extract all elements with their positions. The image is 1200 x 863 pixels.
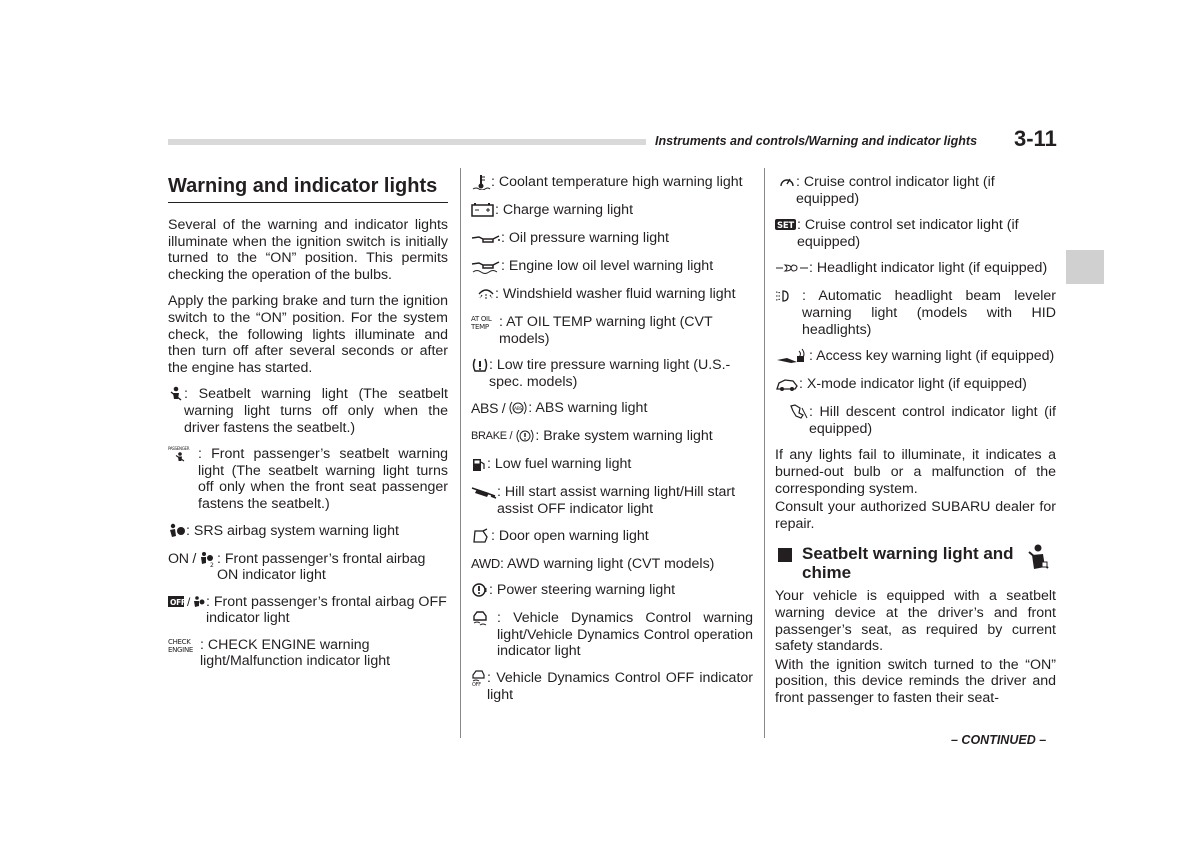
running-header-title: Instruments and controls/Warning and indicator lights	[655, 134, 978, 148]
subsection-heading	[775, 544, 1056, 582]
hill-descent-control-icon	[775, 404, 809, 437]
list-item: : Automatic headlight beam leveler warning light (models with HID headlights)	[775, 288, 1056, 338]
list-item: : Coolant temperature high warning light	[471, 174, 753, 192]
column-3	[775, 174, 1056, 716]
airbag-on-prefix: ON /	[168, 550, 196, 567]
power-steering-icon	[471, 582, 489, 600]
list-item: : Hill descent control indicator light (if equipped)	[775, 404, 1056, 437]
list-item: : X-mode indicator light (if equipped)	[775, 376, 1056, 394]
list-item: AWD : AWD warning light (CVT models)	[471, 555, 715, 572]
list-item: CHECK ENGINE : CHECK ENGINE warning light/Malfunction indicator light	[168, 636, 391, 670]
oil-pressure-icon	[471, 230, 501, 248]
srs-airbag-icon	[168, 523, 186, 541]
list-item: : Low tire pressure warning light (U.S.- spec. models)	[471, 357, 753, 390]
seatbelt-warning-icon	[168, 386, 184, 436]
headlight-indicator-icon	[775, 260, 809, 278]
seatbelt-device-paragraph: Your vehicle is equipped with a seatbelt warning device at the driver’s and front passenger’s seat, as required by current safety standards.	[775, 588, 1056, 655]
list-item: : Door open warning light	[471, 528, 753, 546]
svg-text:/: /	[187, 594, 191, 609]
at-oil-temp-icon	[471, 314, 499, 347]
column-1	[168, 174, 448, 680]
coolant-temperature-icon	[471, 174, 491, 192]
vdc-off-icon	[471, 670, 487, 703]
list-item: OFF : Vehicle Dynamics Control OFF indicator light	[472, 669, 753, 703]
column-divider-1	[460, 168, 461, 738]
list-item: : Hill start assist warning light/Hill start assist OFF indicator light	[471, 484, 753, 517]
column-divider-2	[764, 168, 765, 738]
heading-square-icon	[778, 548, 792, 562]
svg-text:AT OIL: AT OIL	[471, 315, 492, 323]
section-title: Warning and indicator lights	[168, 174, 448, 203]
list-item: : SRS airbag system warning light	[168, 523, 448, 541]
x-mode-icon	[775, 376, 799, 394]
battery-charge-icon	[471, 202, 495, 220]
fuel-pump-icon	[471, 456, 487, 474]
passenger-seatbelt-icon	[168, 446, 198, 512]
fail-paragraph: If any lights fail to illuminate, it indicates a burned-out bulb or a malfunction of the corresponding system.	[775, 447, 1056, 497]
list-item: : Windshield washer fluid warning light	[471, 286, 753, 304]
header-rule	[168, 139, 646, 145]
svg-text:2: 2	[209, 561, 214, 567]
system-check-paragraph: Apply the parking brake and turn the ignition switch to the “ON” position. For the system check, the following lights illuminate and then turn off after several seconds or after the engine has started.	[168, 293, 448, 376]
list-item: : Access key warning light (if equipped)	[775, 348, 1056, 366]
cruise-set-icon	[775, 217, 797, 250]
abs-circle-icon	[508, 400, 528, 418]
brake-circle-icon	[515, 428, 535, 446]
column-2	[471, 174, 753, 713]
awd-prefix: AWD	[471, 555, 500, 571]
seatbelt-large-icon	[1026, 544, 1052, 577]
low-tire-pressure-icon	[471, 357, 489, 390]
list-item: SET : Cruise control set indicator light (if equipped)	[777, 217, 1019, 250]
subsection-title: Seatbelt warning light and chime	[802, 544, 1014, 583]
list-item: : Headlight indicator light (if equipped)	[775, 260, 1056, 278]
list-item: : Oil pressure warning light	[471, 230, 753, 248]
access-key-icon	[775, 348, 809, 366]
vdc-warning-icon	[471, 610, 497, 660]
list-item: AT OIL TEMP : AT OIL TEMP warning light (CVT models)	[471, 314, 713, 347]
intro-paragraph: Several of the warning and indicator lights illuminate when the ignition switch is initially turned to the “ON” position. This permits checking the operation of the bulbs.	[168, 217, 448, 283]
ignition-reminder-paragraph: With the ignition switch turned to the “ON” position, this device reminds the driver and front passenger to fasten their seat-	[775, 656, 1056, 706]
svg-text:SET: SET	[777, 221, 794, 232]
passenger-airbag-off-icon	[168, 594, 206, 627]
check-engine-icon	[168, 637, 200, 670]
brake-prefix: BRAKE /	[471, 430, 513, 443]
list-item: : Engine low oil level warning light	[471, 258, 753, 276]
list-item: ON / 2 : Front passenger’s frontal airbag ON indicator light	[168, 550, 426, 584]
list-item: : Power steering warning light	[471, 582, 753, 600]
list-item: : Cruise control indicator light (if equipped)	[775, 174, 1056, 207]
headlight-beam-leveler-icon	[775, 288, 802, 338]
svg-text:ABS: ABS	[514, 407, 523, 413]
list-item: : Vehicle Dynamics Control warning light/Vehicle Dynamics Control operation indicator light	[471, 610, 753, 660]
engine-low-oil-level-icon	[471, 258, 501, 276]
svg-text:PASSENGER: PASSENGER	[168, 446, 190, 452]
svg-text:OFF: OFF	[170, 597, 186, 607]
svg-text:CHECK: CHECK	[168, 637, 191, 646]
hill-start-assist-icon	[471, 484, 497, 517]
list-item: : Seatbelt warning light (The seatbelt warning light turns off only when the driver fastens the seatbelt.)	[168, 386, 448, 436]
chapter-side-tab	[1066, 250, 1104, 284]
passenger-airbag-on-icon	[199, 551, 217, 584]
svg-text:OFF: OFF	[472, 681, 481, 686]
list-item: BRAKE / : Brake system warning light	[471, 428, 713, 445]
consult-paragraph: Consult your authorized SUBARU dealer for repair.	[775, 499, 1056, 532]
list-item: PASSENGER : Front passenger’s seatbelt warning light (The seatbelt warning light turns off only when the front seat passenger fastens the seatbelt.)	[168, 446, 448, 512]
svg-text:ENGINE: ENGINE	[168, 645, 194, 653]
washer-fluid-icon	[477, 286, 495, 304]
door-open-icon	[471, 528, 491, 546]
list-item: OFF / : Front passenger’s frontal airbag OFF indicator light	[170, 593, 447, 627]
list-item: : Charge warning light	[471, 202, 753, 220]
svg-text:TEMP: TEMP	[471, 323, 489, 330]
list-item: : Low fuel warning light	[471, 456, 753, 474]
cruise-control-icon	[778, 174, 796, 207]
continued-footer: – CONTINUED –	[951, 733, 1047, 747]
abs-prefix: ABS /	[471, 400, 506, 417]
page-number: 3-11	[1014, 126, 1057, 151]
list-item: ABS / ABS : ABS warning light	[471, 400, 648, 417]
